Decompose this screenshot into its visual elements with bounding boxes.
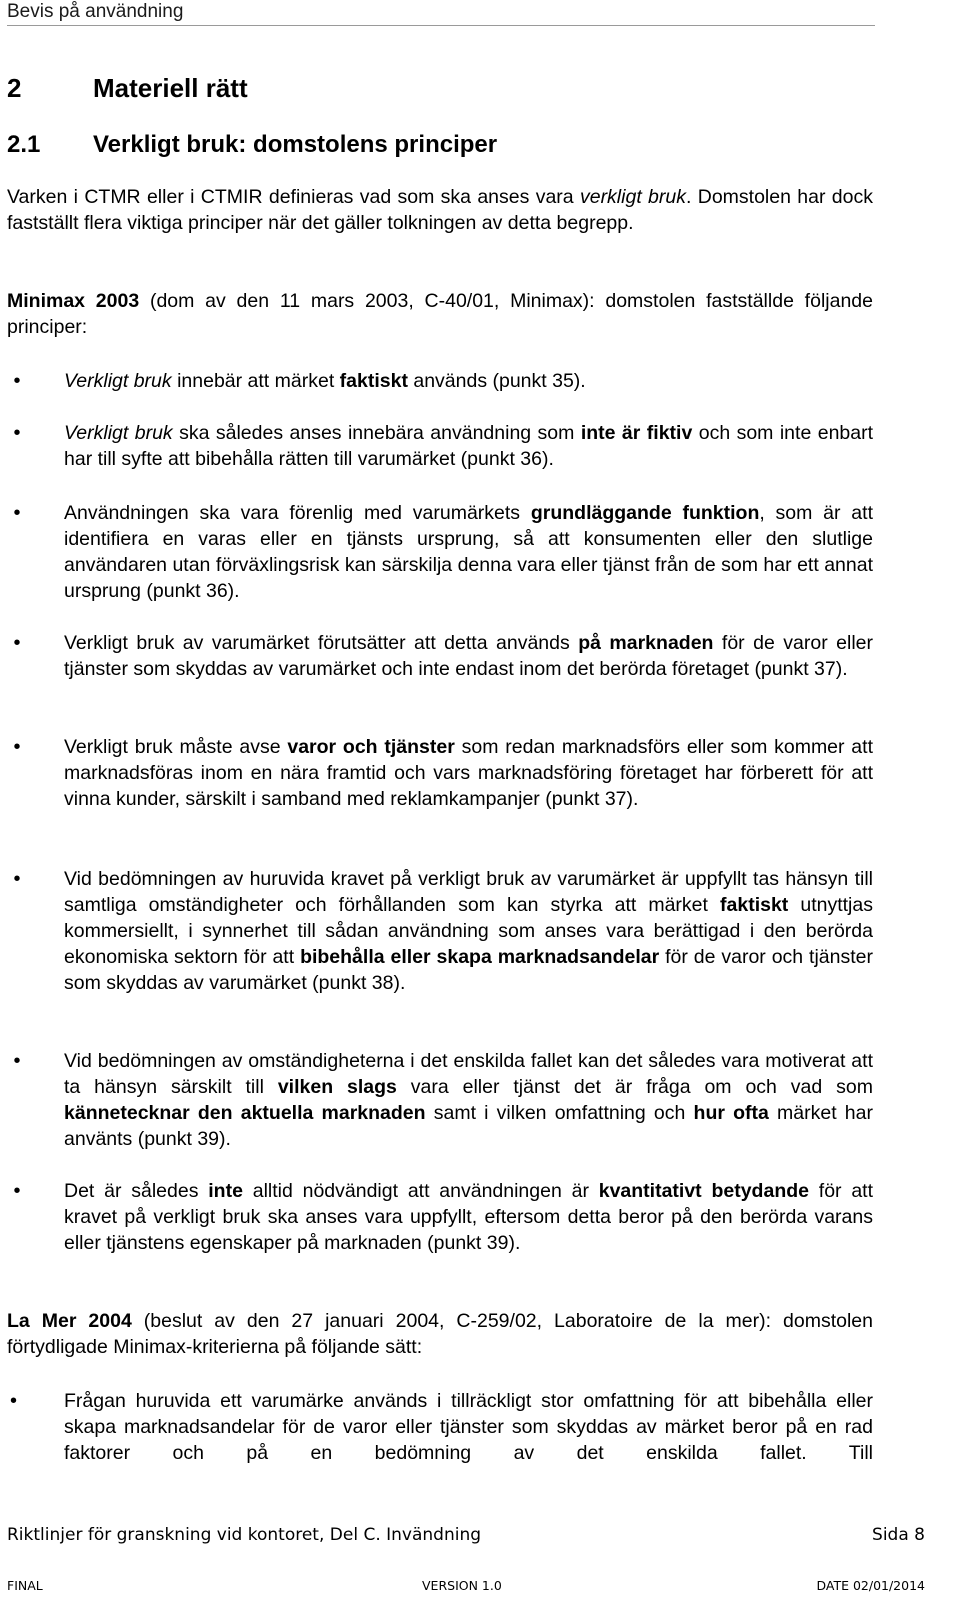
bullet-icon: •: [13, 370, 21, 392]
bullet-icon: •: [13, 736, 21, 758]
page-number: Sida 8: [872, 1525, 925, 1545]
item-text: Vid bedömningen av huruvida kravet på verkligt bruk av varumärket är uppfyllt tas hänsyn till samtliga omständigheter och förhållanden som kan styrka att märket: [64, 868, 873, 916]
item-text: vara eller tjänst det är fråga om och vad som: [396, 1076, 873, 1098]
subsection-title: Verkligt bruk: domstolens principer: [93, 131, 498, 158]
item-text: Det är således: [64, 1180, 209, 1202]
item-text: ska således anses innebära användning som: [172, 422, 581, 444]
list-item: [13, 866, 873, 996]
section-number: 2: [7, 73, 22, 103]
item-text: samt i vilken omfattning och: [425, 1102, 694, 1124]
item-bold: inte: [208, 1180, 243, 1202]
item-bold: inte är fiktiv: [580, 422, 693, 444]
term-italic: Verkligt bruk: [64, 422, 173, 444]
item-bold: faktiskt: [339, 370, 408, 392]
item-bold: varor och tjänster: [287, 736, 455, 758]
bullet-icon: •: [10, 1390, 18, 1412]
item-bold: vilken slags: [277, 1076, 397, 1098]
item-text: Verkligt bruk av varumärket förutsätter att detta används: [64, 632, 579, 654]
item-text: innebär att märket: [171, 370, 340, 392]
subsection-heading: [7, 130, 497, 160]
item-text: Frågan huruvida ett varumärke används i tillräckligt stor omfattning för att bibehålla eller skapa marknadsandelar för de varor eller tjänster som skyddas av märket beror på en rad faktorer och på en bedömning av det enskilda fallet. Till: [64, 1390, 873, 1464]
list-item: [13, 1178, 874, 1256]
bullet-icon: •: [13, 1050, 21, 1072]
intro-text: Varken i CTMR eller i CTMIR definieras vad som ska anses vara: [7, 186, 580, 208]
case-text: (beslut av den 27 januari 2004, C-259/02, Laboratoire de la mer): domstolen förtydligade Minimax-kriterierna på följande sätt:: [7, 1310, 873, 1358]
item-text: alltid nödvändigt att användningen är: [242, 1180, 599, 1202]
case-name: Minimax 2003: [7, 290, 140, 312]
footer-doc-title: Riktlinjer för granskning vid kontoret, Del C. Invändning: [7, 1525, 482, 1545]
list-item: [13, 500, 873, 604]
footer-meta-line: [7, 1578, 925, 1594]
list-item: [13, 368, 873, 394]
item-bold: hur ofta: [693, 1102, 769, 1124]
section-heading: [7, 72, 248, 104]
item-text: för de varor och tjänster som skyddas av varumärket (punkt 38).: [64, 946, 873, 994]
bullet-icon: •: [13, 632, 21, 654]
bullet-icon: •: [13, 868, 21, 890]
item-bold: bibehålla eller skapa marknadsandelar: [300, 946, 660, 968]
item-text: Verkligt bruk måste avse: [64, 736, 288, 758]
item-text: för att kravet på verkligt bruk ska anses vara uppfyllt, eftersom detta beror på den berörda varans eller tjänstens egenskaper på marknaden (punkt 39).: [64, 1180, 874, 1254]
running-header: Bevis på användning: [7, 0, 875, 26]
footer-date: DATE 02/01/2014: [816, 1578, 925, 1593]
item-text: märket har använts (punkt 39).: [64, 1102, 873, 1150]
item-text: för de varor eller tjänster som skyddas av varumärket och inte endast inom det berörda företaget (punkt 37).: [64, 632, 874, 680]
intro-paragraph: [7, 184, 873, 236]
list-item: [13, 1048, 873, 1152]
list-item: [13, 734, 873, 812]
item-bold: på marknaden: [578, 632, 714, 654]
section-title: Materiell rätt: [93, 73, 248, 103]
bullet-icon: •: [13, 1180, 21, 1202]
item-bold: kännetecknar den aktuella marknaden: [64, 1102, 426, 1124]
intro-italic: verkligt bruk: [579, 186, 686, 208]
list-item: [13, 420, 874, 472]
item-text: Användningen ska vara förenlig med varumärkets: [64, 502, 531, 524]
item-text: och som inte enbart har till syfte att bibehålla rätten till varumärket (punkt 36).: [64, 422, 874, 470]
term-italic: Verkligt bruk: [64, 370, 172, 392]
lamer-paragraph: [7, 1308, 873, 1360]
item-bold: kvantitativt betydande: [598, 1180, 809, 1202]
bullet-icon: •: [13, 502, 21, 524]
list-item: [13, 630, 874, 682]
item-text: används (punkt 35).: [407, 370, 586, 392]
item-text: utnyttjas kommersiellt, i synnerhet till sådan användning som anses vara berättigad i den berörda ekonomiska sektorn för att: [64, 894, 873, 968]
item-text: Vid bedömningen av omständigheterna i det enskilda fallet kan det således vara motiverat att ta hänsyn särskilt till: [64, 1050, 873, 1098]
case-name: La Mer 2004: [7, 1310, 132, 1332]
list-item: [10, 1388, 873, 1466]
item-text: , som är att identifiera en varas eller en tjänsts ursprung, så att konsumenten eller den slutlige användaren utan förväxlingsrisk kan särskilja denna vara eller tjänst från de som har ett annat ursprung (punkt 36).: [64, 502, 873, 602]
intro-text-end: . Domstolen har dock fastställt flera viktiga principer när det gäller tolkningen av detta begrepp.: [7, 186, 873, 234]
minimax-paragraph: [7, 288, 873, 340]
bullet-icon: •: [13, 422, 21, 444]
item-bold: grundläggande funktion: [530, 502, 760, 524]
subsection-number: 2.1: [7, 131, 41, 158]
footer-status: FINAL: [7, 1578, 43, 1593]
item-text: som redan marknadsförs eller som kommer att marknadsföras inom en nära framtid och vars marknadsföring företaget har förberett för att vinna kunder, särskilt i samband med reklamkampanjer (punkt 37).: [64, 736, 873, 810]
footer-version: VERSION 1.0: [422, 1578, 502, 1593]
item-bold: faktiskt: [720, 894, 789, 916]
case-text: (dom av den 11 mars 2003, C-40/01, Minimax): domstolen fastställde följande principer:: [7, 290, 873, 338]
footer-doc-line: [7, 1524, 925, 1546]
